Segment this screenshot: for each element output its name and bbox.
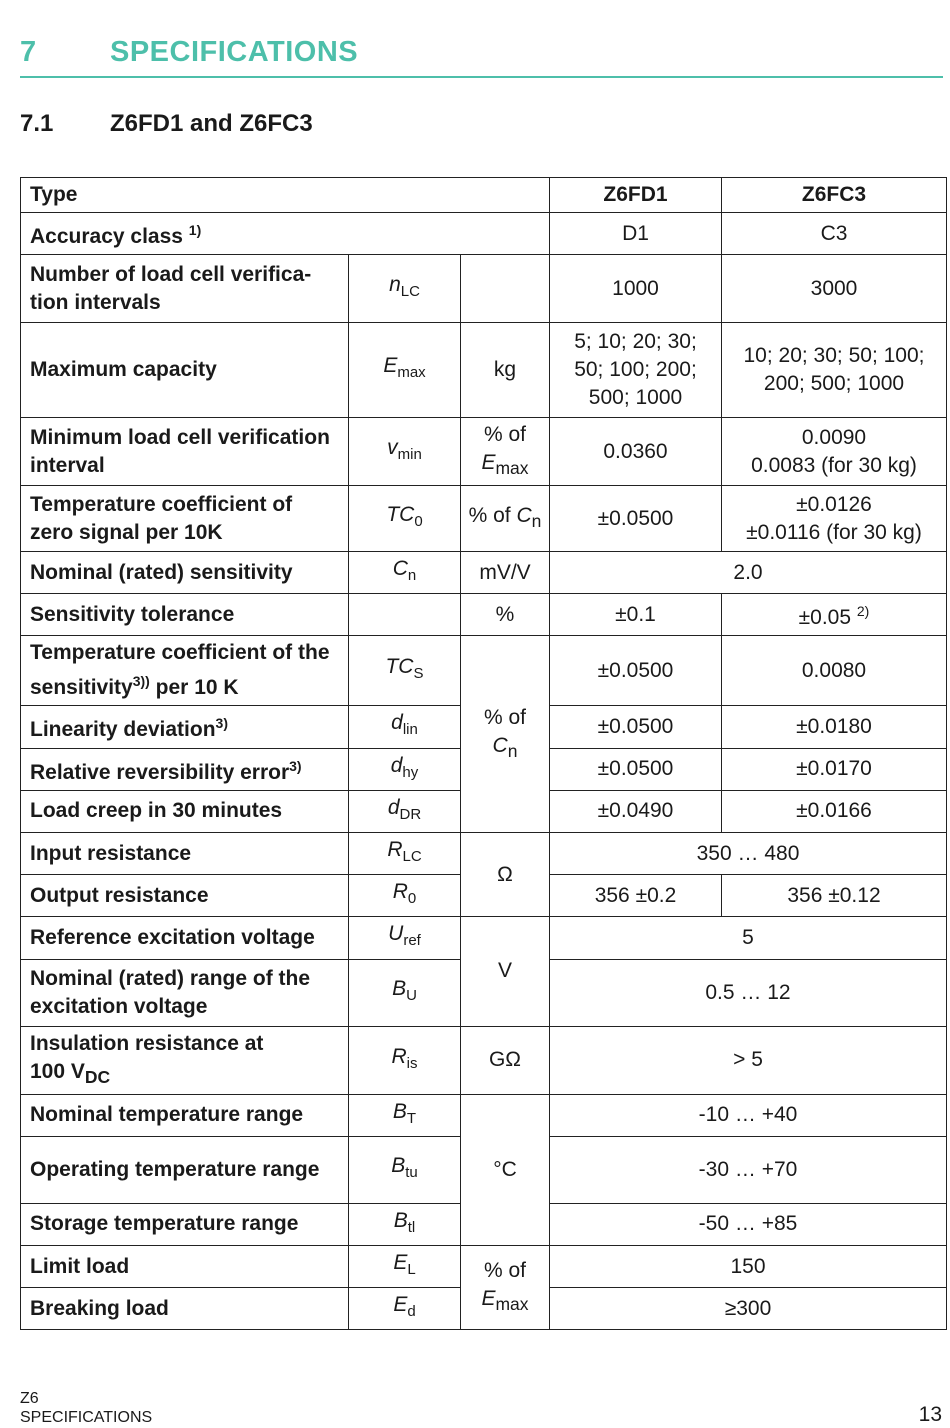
row-symbol: $R_0$ <box>349 875 461 917</box>
row-label: Linearity deviation$^{3)}$ <box>21 706 349 748</box>
page-number: 13 <box>918 1403 942 1426</box>
table-row <box>21 255 947 323</box>
value-z6fd1: D1 <box>550 213 722 255</box>
table-row <box>21 213 947 255</box>
row-label: Accuracy class $^{1)}$ <box>21 213 550 255</box>
value-z6fc3: ±0.0170 <box>722 748 947 790</box>
row-unit: Ω <box>461 832 550 916</box>
value-both: 2.0 <box>550 552 947 594</box>
value-z6fc3: ±0.0126 ±0.0116 (for 30 kg) <box>722 486 947 552</box>
table-row <box>21 1026 947 1094</box>
row-unit: GΩ <box>461 1026 550 1094</box>
value-both: -10 … +40 <box>550 1094 947 1136</box>
row-symbol: $E_{max}$ <box>349 323 461 418</box>
row-symbol: $R_{is}$ <box>349 1026 461 1094</box>
value-z6fc3: ±0.0180 <box>722 706 947 748</box>
value-z6fc3: ±0.05 $^{2)}$ <box>722 594 947 636</box>
row-symbol: $E_d$ <box>349 1288 461 1330</box>
table-row <box>21 418 947 486</box>
row-symbol: $B_T$ <box>349 1094 461 1136</box>
chapter-heading <box>20 36 943 78</box>
row-unit: % of $C_n$ <box>461 486 550 552</box>
table-header-row <box>21 178 947 213</box>
table-row <box>21 636 947 706</box>
footer-left <box>20 1389 152 1427</box>
row-label: Sensitivity tolerance <box>21 594 349 636</box>
value-both: 350 … 480 <box>550 832 947 874</box>
value-z6fd1: 5; 10; 20; 30; 50; 100; 200; 500; 1000 <box>550 323 722 418</box>
row-unit: V <box>461 917 550 1026</box>
value-both: ≥300 <box>550 1288 947 1330</box>
row-symbol: $v_{min}$ <box>349 418 461 486</box>
row-unit: °C <box>461 1094 550 1245</box>
row-symbol: $B_{tu}$ <box>349 1136 461 1203</box>
value-z6fc3: 10; 20; 30; 50; 100; 200; 500; 1000 <box>722 323 947 418</box>
row-symbol: $d_{hy}$ <box>349 748 461 790</box>
value-both: 0.5 … 12 <box>550 959 947 1026</box>
row-label: Storage temperature range <box>21 1203 349 1245</box>
row-label: Breaking load <box>21 1288 349 1330</box>
row-symbol: $U_{ref}$ <box>349 917 461 959</box>
table-row <box>21 594 947 636</box>
header-z6fc3: Z6FC3 <box>722 178 947 213</box>
row-label: Insulation resistance at 100 $V_{DC}$ <box>21 1026 349 1094</box>
table-row <box>21 323 947 418</box>
row-unit: mV/V <box>461 552 550 594</box>
row-symbol: $B_{tl}$ <box>349 1203 461 1245</box>
value-z6fd1: 0.0360 <box>550 418 722 486</box>
row-unit: % of $E_{max}$ <box>461 418 550 486</box>
row-symbol: $TC_0$ <box>349 486 461 552</box>
value-z6fd1: ±0.0500 <box>550 706 722 748</box>
value-both: -30 … +70 <box>550 1136 947 1203</box>
value-both: > 5 <box>550 1026 947 1094</box>
value-z6fd1: ±0.0500 <box>550 748 722 790</box>
section-title: Z6FD1 and Z6FC3 <box>110 110 313 137</box>
row-label: Nominal (rated) range of the excitation voltage <box>21 959 349 1026</box>
row-label: Nominal (rated) sensitivity <box>21 552 349 594</box>
row-symbol: $d_{lin}$ <box>349 706 461 748</box>
row-label: Operating temperature range <box>21 1136 349 1203</box>
table-row <box>21 832 947 874</box>
value-z6fd1: 356 ±0.2 <box>550 875 722 917</box>
header-z6fd1: Z6FD1 <box>550 178 722 213</box>
value-z6fc3: C3 <box>722 213 947 255</box>
chapter-title: SPECIFICATIONS <box>110 36 359 68</box>
row-label: Maximum capacity <box>21 323 349 418</box>
row-symbol: $C_n$ <box>349 552 461 594</box>
row-label: Number of load cell verifica-tion intervals <box>21 255 349 323</box>
row-unit: % <box>461 594 550 636</box>
row-symbol: $B_U$ <box>349 959 461 1026</box>
chapter-number: 7 <box>20 36 37 68</box>
row-symbol: $E_L$ <box>349 1246 461 1288</box>
value-z6fc3: 356 ±0.12 <box>722 875 947 917</box>
value-z6fd1: ±0.0500 <box>550 636 722 706</box>
row-unit <box>461 255 550 323</box>
row-symbol <box>349 594 461 636</box>
value-both: -50 … +85 <box>550 1203 947 1245</box>
row-symbol: $TC_S$ <box>349 636 461 706</box>
row-unit: % of $C_n$ <box>461 636 550 833</box>
row-label: Temperature coefficient of the sensitivity$^{3))}$ per 10 K <box>21 636 349 706</box>
table-row <box>21 1246 947 1288</box>
row-symbol: $n_{LC}$ <box>349 255 461 323</box>
row-label: Load creep in 30 minutes <box>21 790 349 832</box>
row-symbol: $R_{LC}$ <box>349 832 461 874</box>
value-z6fc3: 0.0080 <box>722 636 947 706</box>
value-both: 150 <box>550 1246 947 1288</box>
row-label: Minimum load cell verification interval <box>21 418 349 486</box>
value-z6fd1: ±0.0490 <box>550 790 722 832</box>
value-z6fc3: 3000 <box>722 255 947 323</box>
footer-section: SPECIFICATIONS <box>20 1409 153 1426</box>
specifications-table <box>20 177 947 1330</box>
value-z6fd1: ±0.0500 <box>550 486 722 552</box>
value-z6fc3: 0.0090 0.0083 (for 30 kg) <box>722 418 947 486</box>
value-z6fc3: ±0.0166 <box>722 790 947 832</box>
row-label: Nominal temperature range <box>21 1094 349 1136</box>
footer-product: Z6 <box>20 1390 39 1407</box>
row-label: Input resistance <box>21 832 349 874</box>
header-type: Type <box>21 178 550 213</box>
table-row <box>21 486 947 552</box>
table-row <box>21 552 947 594</box>
row-label: Reference excitation voltage <box>21 917 349 959</box>
table-row <box>21 917 947 959</box>
row-unit: kg <box>461 323 550 418</box>
row-label: Temperature coefficient of zero signal per 10K <box>21 486 349 552</box>
row-label: Limit load <box>21 1246 349 1288</box>
value-z6fd1: ±0.1 <box>550 594 722 636</box>
row-unit: % of $E_{max}$ <box>461 1246 550 1330</box>
value-both: 5 <box>550 917 947 959</box>
section-number: 7.1 <box>20 110 54 137</box>
row-label: Output resistance <box>21 875 349 917</box>
table-row <box>21 1094 947 1136</box>
row-label: Relative reversibility error$^{3)}$ <box>21 748 349 790</box>
value-z6fd1: 1000 <box>550 255 722 323</box>
row-symbol: $d_{DR}$ <box>349 790 461 832</box>
